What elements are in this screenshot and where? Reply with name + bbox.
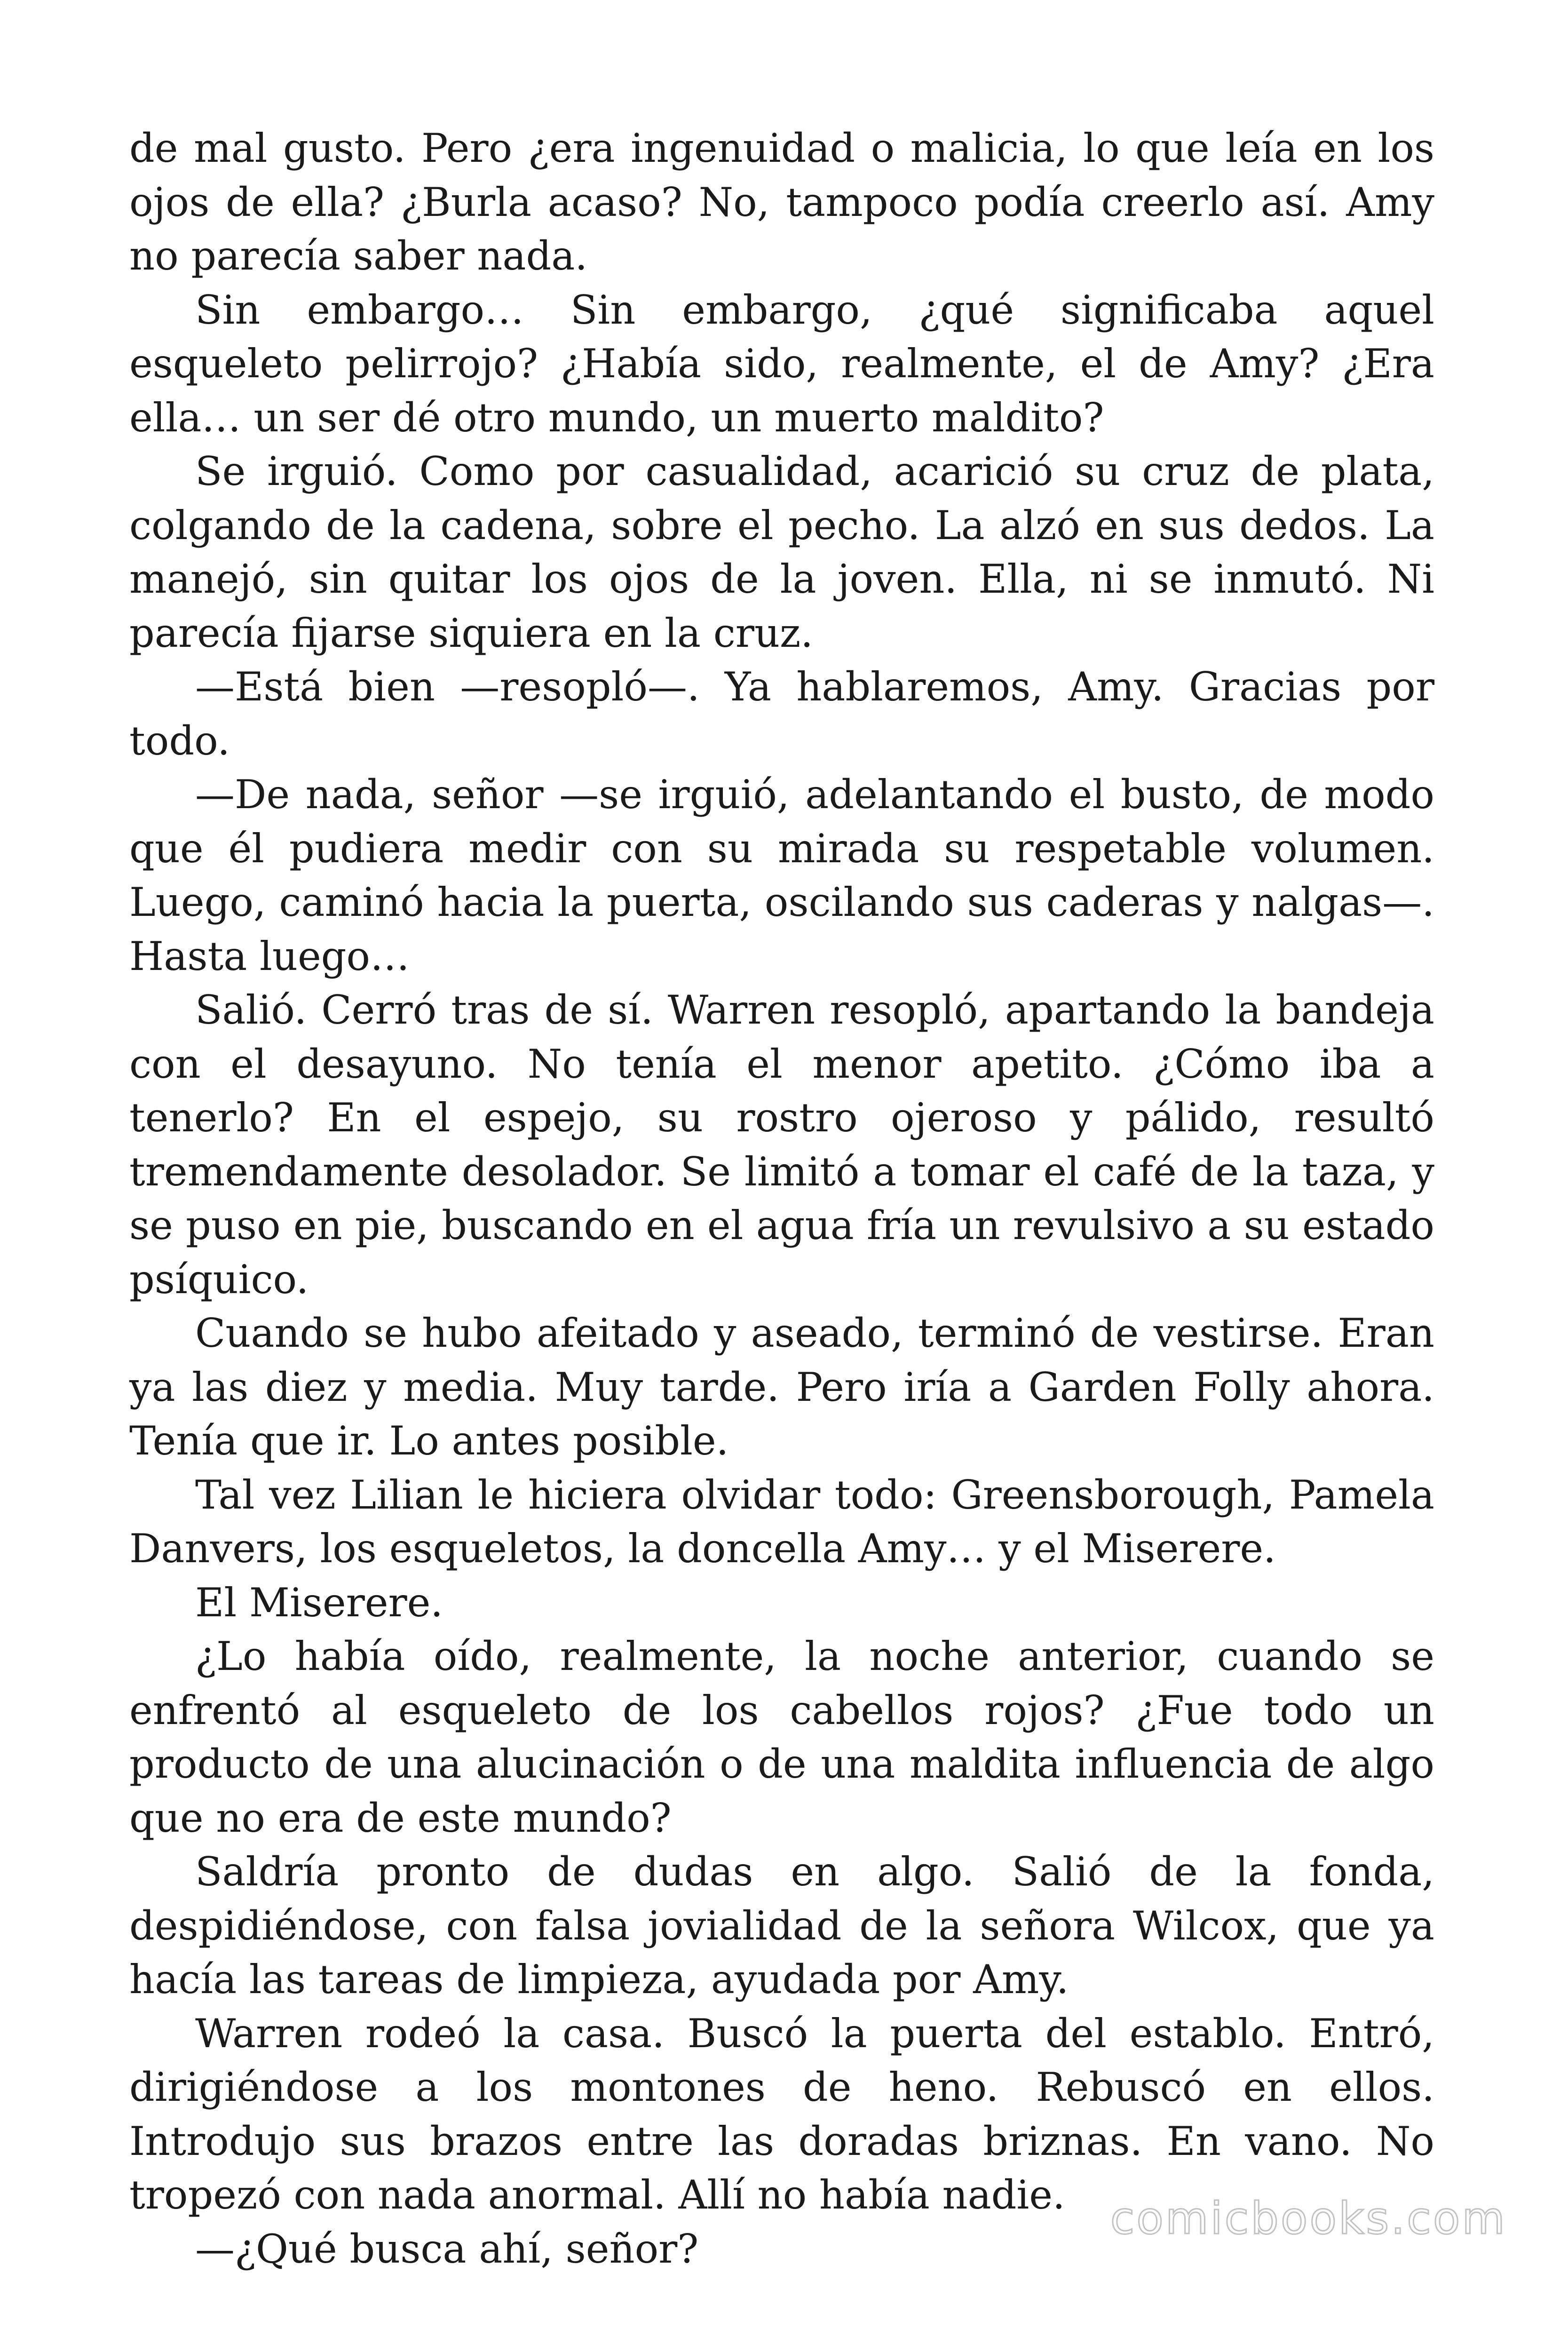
paragraph: —¿Qué busca ahí, señor? xyxy=(195,2225,699,2272)
watermark: comicbooks.com xyxy=(1110,2193,1507,2244)
page-text xyxy=(129,121,1434,2276)
paragraph: ¿Lo había oído, realmente, la noche anterior, cuando se enfrentó al esqueleto de los cabellos rojos? ¿Fue todo un producto de una alucinación o de una maldita influencia de algo que no era de este mundo? xyxy=(129,1633,1434,1841)
paragraph: de mal gusto. Pero ¿era ingenuidad o malicia, lo que leía en los ojos de ella? ¿Burla acaso? No, tampoco podía creerlo así. Amy no parecía saber nada. xyxy=(129,125,1434,279)
paragraph: —De nada, señor —se irguió, adelantando el busto, de modo que él pudiera medir con su mirada su respetable volumen. Luego, caminó hacia la puerta, oscilando sus caderas y nalgas—. Hasta luego… xyxy=(129,771,1434,979)
paragraph: Warren rodeó la casa. Buscó la puerta del establo. Entró, dirigiéndose a los montones de heno. Rebuscó en ellos. Introdujo sus brazos entre las doradas briznas. En vano. No tropezó con nada anormal. Allí no había nadie. xyxy=(129,2010,1434,2218)
paragraph: Se irguió. Como por casualidad, acarició su cruz de plata, colgando de la cadena, sobre el pecho. La alzó en sus dedos. La manejó, sin quitar los ojos de la joven. Ella, ni se inmutó. Ni parecía fijarse siquiera en la cruz. xyxy=(129,448,1434,656)
paragraph: Saldría pronto de dudas en algo. Salió de la fonda, despidiéndose, con falsa jovialidad de la señora Wilcox, que ya hacía las tareas de limpieza, ayudada por Amy. xyxy=(129,1849,1434,2002)
paragraph: El Miserere. xyxy=(195,1579,443,1626)
paragraph: Sin embargo… Sin embargo, ¿qué significaba aquel esqueleto pelirrojo? ¿Había sido, realmente, el de Amy? ¿Era ella… un ser dé otro mundo, un muerto maldito? xyxy=(129,286,1434,441)
paragraph: Tal vez Lilian le hiciera olvidar todo: Greensborough, Pamela Danvers, los esqueletos, la doncella Amy… y el Miserere. xyxy=(129,1471,1434,1572)
paragraph: Cuando se hubo afeitado y aseado, terminó de vestirse. Eran ya las diez y media. Muy tarde. Pero iría a Garden Folly ahora. Tenía que ir. Lo antes posible. xyxy=(129,1310,1434,1464)
paragraph: Salió. Cerró tras de sí. Warren resopló, apartando la bandeja con el desayuno. No tenía el menor apetito. ¿Cómo iba a tenerlo? En el espejo, su rostro ojeroso y pálido, resultó tremendamente desolador. Se limitó a tomar el café de la taza, y se puso en pie, buscando en el agua fría un revulsivo a su estado psíquico. xyxy=(129,987,1434,1303)
paragraph: —Está bien —resopló—. Ya hablaremos, Amy. Gracias por todo. xyxy=(129,664,1434,764)
